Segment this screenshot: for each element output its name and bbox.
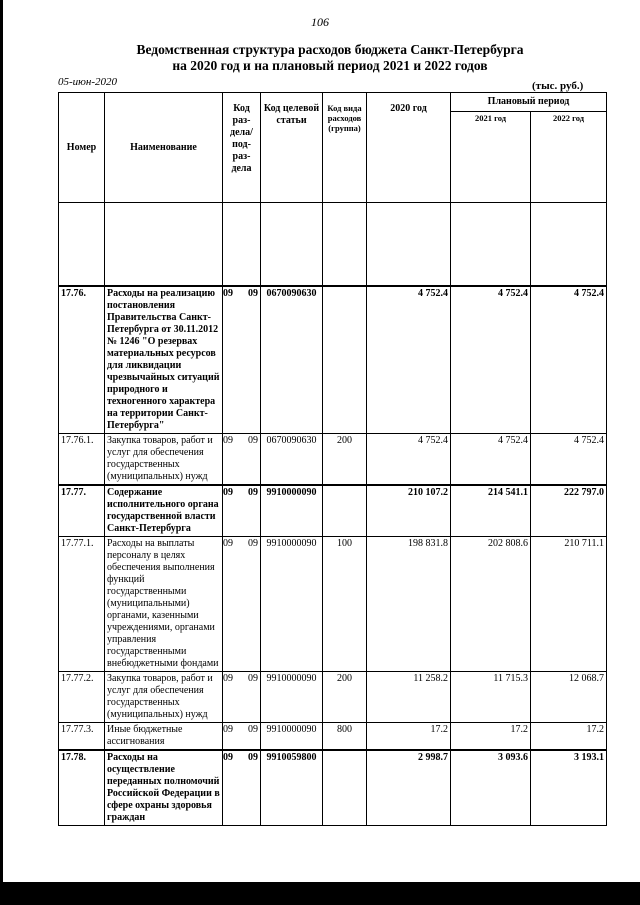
scan-bottom-edge	[0, 882, 640, 905]
table-row	[59, 537, 607, 672]
row-podrazdel-code: 09	[248, 673, 258, 684]
row-razdel-code: 09	[223, 673, 233, 684]
row-razdel	[223, 485, 261, 537]
row-number: 17.76.1.	[59, 434, 105, 486]
row-target-code: 9910000090	[261, 672, 323, 723]
row-razdel	[223, 537, 261, 672]
row-podrazdel-code: 09	[248, 538, 258, 549]
header-name: Наименование	[105, 93, 223, 203]
row-number: 17.77.	[59, 485, 105, 537]
row-value-2022: 4 752.4	[531, 286, 607, 434]
table-row	[59, 286, 607, 434]
row-vid-code: 200	[323, 434, 367, 486]
title-line-1: Ведомственная структура расходов бюджета Санкт-Петербурга	[136, 42, 524, 57]
row-vid-code	[323, 286, 367, 434]
row-number: 17.77.2.	[59, 672, 105, 723]
row-podrazdel-code: 09	[248, 288, 258, 299]
row-number: 17.77.1.	[59, 537, 105, 672]
budget-table	[58, 92, 607, 826]
row-vid-code: 100	[323, 537, 367, 672]
row-name: Закупка товаров, работ и услуг для обеспечения государственных (муниципальных) нужд	[105, 672, 223, 723]
row-razdel-code: 09	[223, 288, 233, 299]
units-label: (тыс. руб.)	[532, 80, 584, 92]
header-spacer-row	[59, 203, 607, 287]
row-vid-code: 800	[323, 723, 367, 751]
row-value-2021: 214 541.1	[451, 485, 531, 537]
table-row	[59, 434, 607, 486]
row-podrazdel-code: 09	[248, 752, 258, 763]
row-podrazdel-code: 09	[248, 724, 258, 735]
header-target: Код целевой статьи	[261, 93, 323, 203]
document-date: 05-июн-2020	[58, 76, 118, 88]
row-razdel-code: 09	[223, 435, 233, 446]
row-value-2021: 11 715.3	[451, 672, 531, 723]
header-razdel: Код раз-дела/ под-раз-дела	[223, 93, 261, 203]
row-name: Иные бюджетные ассигнования	[105, 723, 223, 751]
row-target-code: 0670090630	[261, 286, 323, 434]
row-value-2020: 198 831.8	[367, 537, 451, 672]
row-target-code: 0670090630	[261, 434, 323, 486]
row-value-2022: 222 797.0	[531, 485, 607, 537]
table-row	[59, 672, 607, 723]
table-row	[59, 750, 607, 826]
table-row	[59, 723, 607, 751]
row-name: Расходы на осуществление переданных полномочий Российской Федерации в сфере охраны здоровья граждан	[105, 750, 223, 826]
row-value-2022: 3 193.1	[531, 750, 607, 826]
row-value-2022: 4 752.4	[531, 434, 607, 486]
table-row	[59, 485, 607, 537]
row-razdel	[223, 672, 261, 723]
row-value-2022: 210 711.1	[531, 537, 607, 672]
document-title	[60, 42, 600, 74]
row-vid-code: 200	[323, 672, 367, 723]
row-value-2021: 202 808.6	[451, 537, 531, 672]
row-razdel-code: 09	[223, 538, 233, 549]
row-value-2020: 210 107.2	[367, 485, 451, 537]
row-number: 17.78.	[59, 750, 105, 826]
scan-edge	[0, 0, 3, 905]
header-2022: 2022 год	[531, 112, 607, 203]
row-razdel	[223, 286, 261, 434]
row-value-2021: 4 752.4	[451, 286, 531, 434]
row-value-2020: 4 752.4	[367, 286, 451, 434]
row-value-2021: 17.2	[451, 723, 531, 751]
row-razdel-code: 09	[223, 752, 233, 763]
row-value-2021: 3 093.6	[451, 750, 531, 826]
row-name: Закупка товаров, работ и услуг для обеспечения государственных (муниципальных) нужд	[105, 434, 223, 486]
row-value-2021: 4 752.4	[451, 434, 531, 486]
row-target-code: 9910059800	[261, 750, 323, 826]
row-target-code: 9910000090	[261, 485, 323, 537]
row-number: 17.76.	[59, 286, 105, 434]
row-value-2020: 11 258.2	[367, 672, 451, 723]
row-razdel-code: 09	[223, 724, 233, 735]
row-name: Содержание исполнительного органа государственной власти Санкт-Петербурга	[105, 485, 223, 537]
row-target-code: 9910000090	[261, 723, 323, 751]
header-planned: Плановый период	[451, 93, 607, 112]
row-razdel	[223, 750, 261, 826]
header-2020: 2020 год	[367, 93, 451, 203]
row-vid-code	[323, 485, 367, 537]
row-razdel-code: 09	[223, 487, 233, 498]
row-number: 17.77.3.	[59, 723, 105, 751]
header-vid: Код вида расходов (группа)	[323, 93, 367, 203]
row-podrazdel-code: 09	[248, 487, 258, 498]
row-name: Расходы на реализацию постановления Правительства Санкт-Петербурга от 30.11.2012 № 1246 "О резервах материальных ресурсов для ликвидации чрезвычайных ситуаций природного и техногенного характера на территории Санкт-Петербурга"	[105, 286, 223, 434]
row-value-2020: 17.2	[367, 723, 451, 751]
title-line-2: на 2020 год и на плановый период 2021 и 2022 годов	[172, 58, 488, 73]
row-vid-code	[323, 750, 367, 826]
row-value-2022: 17.2	[531, 723, 607, 751]
row-podrazdel-code: 09	[248, 435, 258, 446]
header-2021: 2021 год	[451, 112, 531, 203]
row-value-2020: 4 752.4	[367, 434, 451, 486]
row-razdel	[223, 723, 261, 751]
row-value-2020: 2 998.7	[367, 750, 451, 826]
row-value-2022: 12 068.7	[531, 672, 607, 723]
header-nomer: Номер	[59, 93, 105, 203]
row-target-code: 9910000090	[261, 537, 323, 672]
page-number: 106	[311, 15, 329, 29]
row-name: Расходы на выплаты персоналу в целях обеспечения выполнения функций государственными (муниципальными) органами, казенными учреждениями, органами управления государственными внебюджетными фондами	[105, 537, 223, 672]
row-razdel	[223, 434, 261, 486]
